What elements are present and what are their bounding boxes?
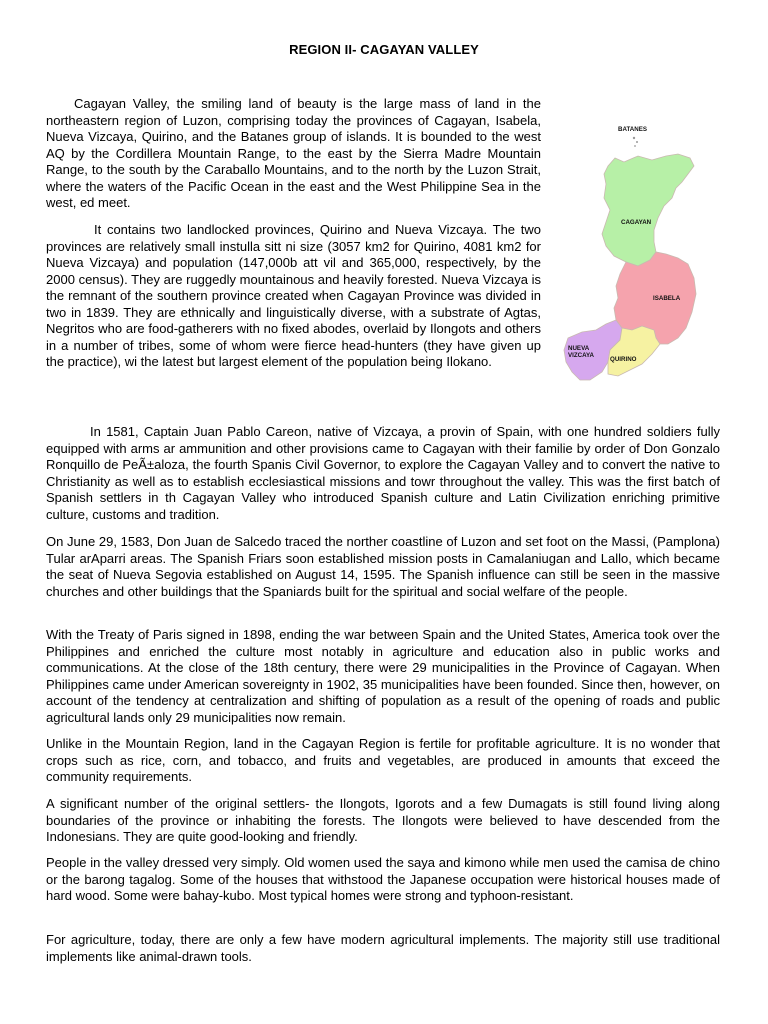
paragraph-agricultural-implements: For agriculture, today, there are only a few have modern agricultural implements. The majority still use traditional implements like animal-drawn tools. <box>46 932 720 964</box>
paragraph-dress-and-houses: People in the valley dressed very simply. Old women used the saya and kimono while men used the camisa de chino or the barong tagalog. Some of the houses that withstood the Japanese occupation were historical houses made of hard wood. Some were bahay-kubo. Most typical homes were strong and typhoon-resistant. <box>46 855 720 903</box>
map-label-isabela: ISABELA <box>653 295 681 302</box>
paragraph-overview: Cagayan Valley, the smiling land of beauty is the large mass of land in the northeastern region of Luzon, comprising today the provinces of Cagayan, Isabela, Nueva Vizcaya, Quirino, and the Batanes group of islands. It is bounded to the west AQ by the Cordillera Mountain Range, to the east by the Sierra Madre Mountain Range, to the south by the Caraballo Mountains, and to the north by the Luzon Strait, where the waters of the Pacific Ocean in the east and the West Philippine Sea in the west, ed meet. <box>46 96 541 210</box>
paragraph-landlocked-provinces: It contains two landlocked provinces, Quirino and Nueva Vizcaya. The two provinces are relatively small instulla sitt ni size (3057 km2 for Quirino, 4081 km2 for Nueva Vizcaya) and population (147,000b att vil and 365,000, respectively, by the 2000 census). They are ruggedly mountainous and heavily forested. Nueva Vizcaya is the remnant of the southern province created when Cagayan Province was divided in two in 1839. They are ethnically and linguistically diverse, with a substrate of Agtas, Negritos who are food-gatherers with no fixed abodes, overlaid by Ilongots and others in a number of tribes, some of whom were fierce head-hunters (they have given up the practice), wi the latest but largest element of the population being Ilokano. <box>46 222 541 369</box>
paragraph-salcedo: On June 29, 1583, Don Juan de Salcedo traced the norther coastline of Luzon and set foot on the Massi, (Pamplona) Tular arAparri areas. The Spanish Friars soon established mission posts in Camalaniugan and Lallo, which became the seat of Nueva Segovia established on August 14, 1595. The Spanish influence can still be seen in the massive churches and other buildings that the Spaniards built for the spiritual and social welfare of the people. <box>46 534 720 599</box>
map-label-cagayan: CAGAYAN <box>621 219 652 226</box>
map-label-batanes: BATANES <box>618 126 647 133</box>
page-title: REGION II- CAGAYAN VALLEY <box>289 42 479 57</box>
map-region-cagayan <box>602 154 694 266</box>
paragraph-treaty-of-paris: With the Treaty of Paris signed in 1898, ending the war between Spain and the United States, America took over the Philippines and enriched the culture most notably in agriculture and education also in public works and communications. At the close of the 18th century, there were 29 municipalities in the Province of Cagayan. When Philippines came under American sovereignty in 1902, 35 municipalities have been founded. Since then, however, on account of the tendency at centralization and shifting of population as a result of the opening of roads and public agricultural lands only 29 municipalities now remain. <box>46 627 720 725</box>
paragraph-agriculture-fertile: Unlike in the Mountain Region, land in the Cagayan Region is fertile for profitable agriculture. It is no wonder that crops such as rice, corn, and tobacco, and fruits and vegetables, are produced in amounts that exceed the community requirements. <box>46 736 720 784</box>
map-label-vizcaya: VIZCAYA <box>568 352 595 359</box>
paragraph-original-settlers: A significant number of the original settlers- the Ilongots, Igorots and a few Dumagats is still found living along boundaries of the province or inhabiting the forests. The Ilongots were believed to have descended from the Indonesians. They are quite good-looking and friendly. <box>46 796 720 844</box>
map-label-nueva: NUEVA <box>568 345 590 352</box>
batanes-islands <box>633 137 638 147</box>
map-label-quirino: QUIRINO <box>610 356 637 363</box>
paragraph-spanish-arrival: In 1581, Captain Juan Pablo Careon, native of Vizcaya, a provin of Spain, with one hundred soldiers fully equipped with arms ar ammunition and other provisions came to Cagayan with their familie by order of Don Gonzalo Ronquillo de PeÃ±aloza, the fourth Spanis Civil Governor, to explore the Cagayan Valley and to convert the native to Christianity as well as to establish ecclesiastical missions and towr throughout the valley. This was the first batch of Spanish settlers in th Cagayan Valley who introduced Spanish culture and Latin Civilization enriching primitive culture, customs and tradition. <box>46 424 720 522</box>
region-map <box>560 118 720 394</box>
